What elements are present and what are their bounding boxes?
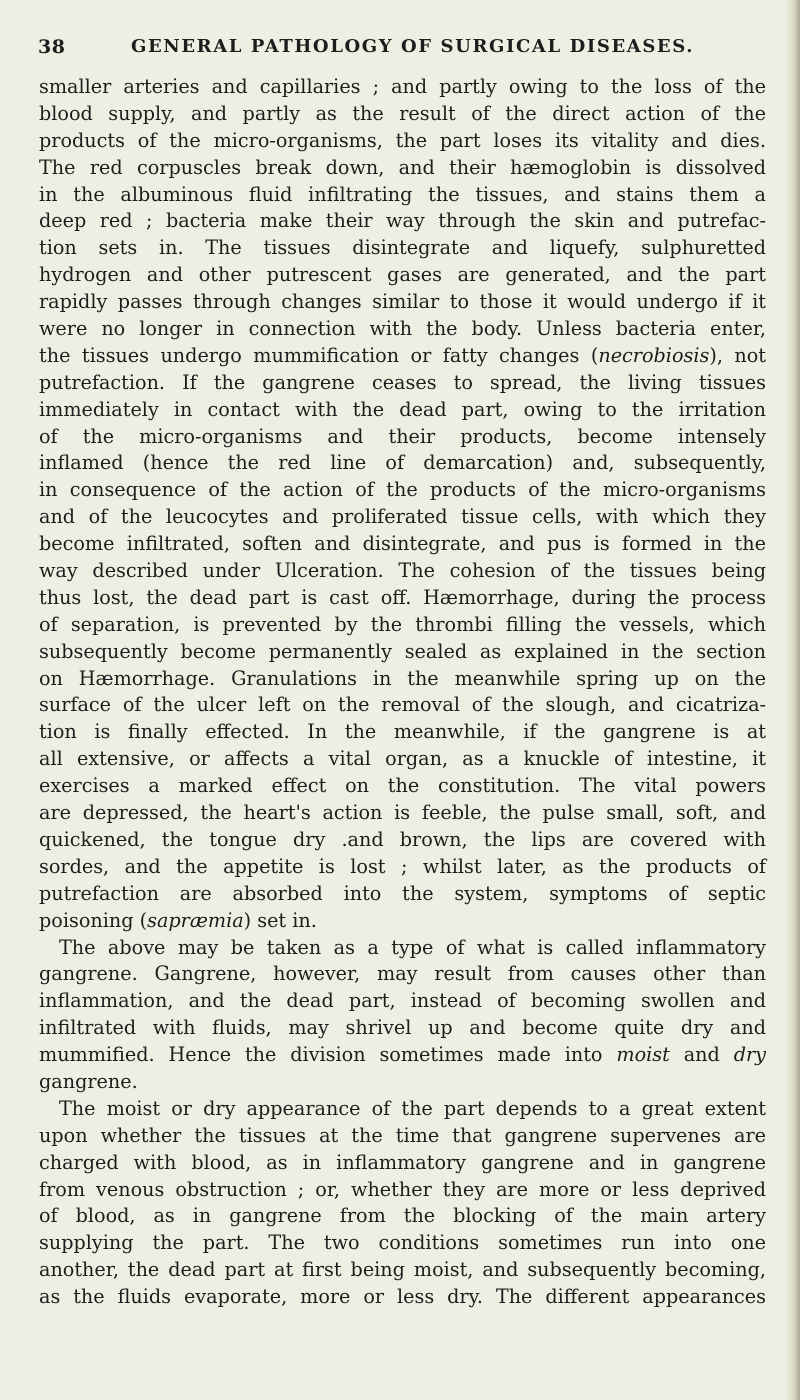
text-line: from venous obstruction ; or, whether they are more or less deprived: [39, 1177, 766, 1201]
text-line: infiltrated with fluids, may shrivel up and become quite dry and: [39, 1016, 766, 1040]
text-line: become infiltrated, soften and disintegrate, and pus is formed in the: [39, 532, 766, 556]
text-line: in consequence of the action of the products of the micro-organisms: [39, 478, 766, 502]
text-line: way described under Ulceration. The cohesion of the tissues being: [39, 559, 766, 583]
text-span: the tissues undergo mummification or fatty changes (: [39, 343, 599, 367]
running-title: GENERAL PATHOLOGY OF SURGICAL DISEASES.: [131, 36, 695, 57]
text-line: are depressed, the heart's action is feeble, the pulse small, soft, and: [39, 801, 766, 825]
text-line: sordes, and the appetite is lost ; whilst later, as the products of: [39, 854, 766, 878]
text-line: and of the leucocytes and proliferated tissue cells, with which they: [39, 505, 766, 529]
text-line: smaller arteries and capillaries ; and partly owing to the loss of the: [39, 75, 766, 98]
text-line: as the fluids evaporate, more or less dry. The different appearances: [39, 1285, 766, 1309]
text-line: another, the dead part at first being moist, and subsequently becoming,: [39, 1258, 766, 1282]
text-line: surface of the ulcer left on the removal of the slough, and cicatriza-: [39, 693, 766, 717]
page-edge-shadow: [786, 0, 800, 1400]
text-line: products of the micro-organisms, the part loses its vitality and dies.: [39, 128, 766, 152]
text-line: were no longer in connection with the body. Unless bacteria enter,: [39, 317, 766, 341]
text-line: of separation, is prevented by the thrombi filling the vessels, which: [39, 612, 766, 636]
text-line: [39, 343, 766, 370]
page-number: 38: [38, 36, 66, 58]
body-text: [39, 74, 766, 1311]
text-line: thus lost, the dead part is cast off. Hæmorrhage, during the process: [39, 585, 766, 609]
italic-term-dry: dry: [733, 1043, 766, 1067]
text-line: quickened, the tongue dry .and brown, the lips are covered with: [39, 827, 766, 851]
text-span: poisoning (: [39, 908, 148, 932]
text-line: putrefaction are absorbed into the system, symptoms of septic: [39, 881, 766, 905]
text-line: immediately in contact with the dead part, owing to the irritation: [39, 397, 766, 421]
text-line: The moist or dry appearance of the part depends to a great extent: [59, 1096, 766, 1120]
text-line: of the micro-organisms and their products, become intensely: [39, 424, 766, 448]
text-line: tion is finally effected. In the meanwhile, if the gangrene is at: [39, 720, 766, 744]
page-header: [38, 36, 758, 62]
text-line: inflammation, and the dead part, instead of becoming swollen and: [39, 989, 766, 1013]
text-line: putrefaction. If the gangrene ceases to spread, the living tissues: [39, 370, 766, 394]
text-line: rapidly passes through changes similar to those it would undergo if it: [39, 290, 766, 314]
italic-term-moist: moist: [616, 1043, 670, 1067]
text-span: ), not: [709, 343, 766, 367]
text-line: supplying the part. The two conditions sometimes run into one: [39, 1231, 766, 1255]
text-line: gangrene. Gangrene, however, may result from causes other than: [39, 962, 766, 986]
text-line: upon whether the tissues at the time that gangrene supervenes are: [39, 1123, 766, 1147]
text-line: The red corpuscles break down, and their hæmoglobin is dissolved: [39, 155, 766, 179]
text-line: tion sets in. The tissues disintegrate and liquefy, sulphuretted: [39, 236, 766, 260]
text-line: blood supply, and partly as the result of the direct action of the: [39, 101, 766, 125]
text-line: of blood, as in gangrene from the blocking of the main artery: [39, 1204, 766, 1228]
text-line: in the albuminous fluid infiltrating the tissues, and stains them a: [39, 182, 766, 206]
text-line: [39, 908, 766, 935]
italic-term-necrobiosis: necrobiosis: [598, 343, 710, 367]
text-line: on Hæmorrhage. Granulations in the meanwhile spring up on the: [39, 666, 766, 690]
text-line: charged with blood, as in inflammatory gangrene and in gangrene: [39, 1150, 766, 1174]
text-line: inflamed (hence the red line of demarcation) and, subsequently,: [39, 451, 766, 475]
text-span: and: [669, 1043, 734, 1067]
text-span: ) set in.: [243, 908, 317, 932]
text-line: [39, 1042, 766, 1069]
text-line: exercises a marked effect on the constitution. The vital powers: [39, 774, 766, 798]
text-line: gangrene.: [39, 1069, 138, 1093]
text-line: subsequently become permanently sealed as explained in the section: [39, 639, 766, 663]
text-span: mummified. Hence the division sometimes made into: [39, 1043, 617, 1067]
italic-term-sapraemia: sapræmia: [147, 908, 244, 932]
text-line: The above may be taken as a type of what is called inflammatory: [59, 935, 766, 959]
text-line: deep red ; bacteria make their way through the skin and putrefac-: [39, 209, 766, 233]
text-line: all extensive, or affects a vital organ, as a knuckle of intestine, it: [39, 747, 766, 771]
text-line: hydrogen and other putrescent gases are generated, and the part: [39, 263, 766, 287]
